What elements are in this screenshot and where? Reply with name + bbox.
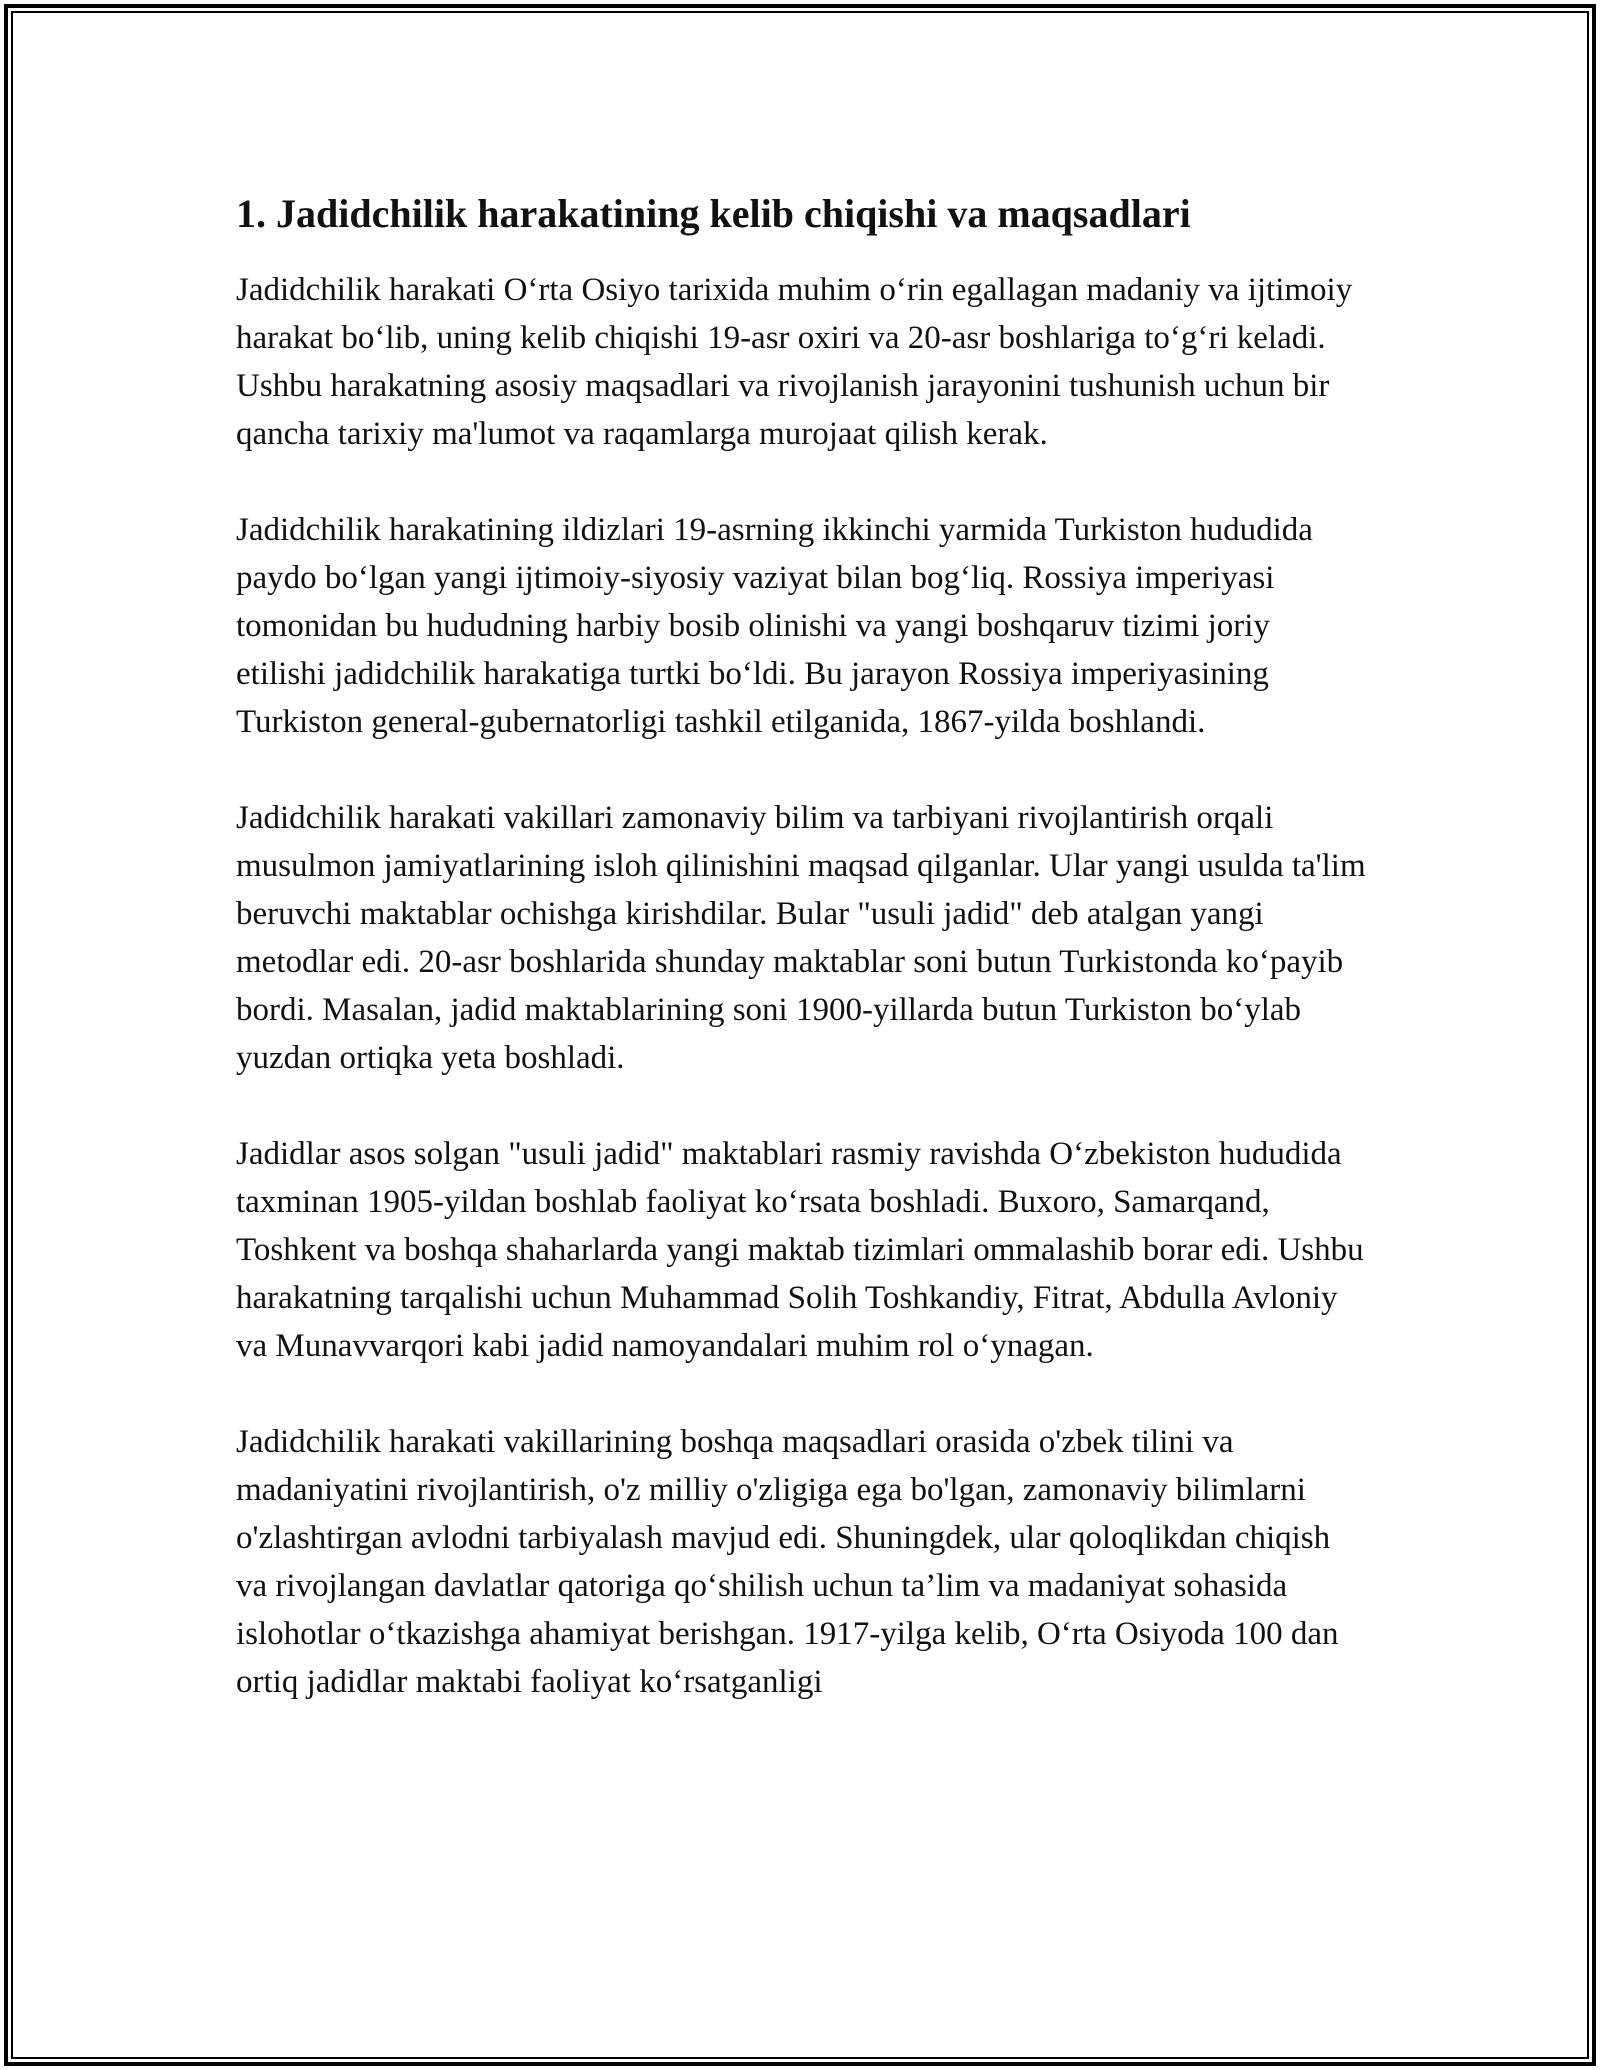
section-heading: 1. Jadidchilik harakatining kelib chiqishi va maqsadlari (236, 191, 1191, 236)
paragraph-5: Jadidchilik harakati vakillarining boshqa maqsadlari orasida o'zbek tilini va madaniyatini rivojlantirish, o'z milliy o'zligiga ega bo'lgan, zamonaviy bilimlarni o'zlashtirgan avlodni tarbiyalash mavjud edi. Shuningdek, ular qoloqlikdan chiqish va rivojlangan davlatlar qatoriga qo‘shilish uchun ta’lim va madaniyat sohasida islohotlar o‘tkazishga ahamiyat berishgan. 1917-yilga kelib, O‘rta Osiyoda 100 dan ortiq jadidlar maktabi faoliyat ko‘rsatganligi (236, 1424, 1339, 1700)
paragraph-3: Jadidchilik harakati vakillari zamonaviy bilim va tarbiyani rivojlantirish orqali musulmon jamiyatlarining isloh qilinishini maqsad qilganlar. Ular yangi usulda ta'lim beruvchi maktablar ochishga kirishdilar. Bular "usuli jadid" deb atalgan yangi metodlar edi. 20-asr boshlarida shunday maktablar soni butun Turkistonda ko‘payib bordi. Masalan, jadid maktablarining soni 1900-yillarda butun Turkiston bo‘ylab yuzdan ortiqka yeta boshladi. (236, 800, 1366, 1076)
document-body (236, 186, 1366, 1706)
paragraph-1: Jadidchilik harakati O‘rta Osiyo tarixida muhim o‘rin egallagan madaniy va ijtimoiy harakat bo‘lib, uning kelib chiqishi 19-asr oxiri va 20-asr boshlariga to‘g‘ri keladi. Ushbu harakatning asosiy maqsadlari va rivojlanish jarayonini tushunish uchun bir qancha tarixiy ma'lumot va raqamlarga murojaat qilish kerak. (236, 272, 1353, 452)
paragraph-2: Jadidchilik harakatining ildizlari 19-asrning ikkinchi yarmida Turkiston hududida paydo bo‘lgan yangi ijtimoiy-siyosiy vaziyat bilan bog‘liq. Rossiya imperiyasi tomonidan bu hududning harbiy bosib olinishi va yangi boshqaruv tizimi joriy etilishi jadidchilik harakatiga turtki bo‘ldi. Bu jarayon Rossiya imperiyasining Turkiston general-gubernatorligi tashkil etilganida, 1867-yilda boshlandi. (236, 512, 1313, 740)
paragraph-4: Jadidlar asos solgan "usuli jadid" maktablari rasmiy ravishda O‘zbekiston hududida taxminan 1905-yildan boshlab faoliyat ko‘rsata boshladi. Buxoro, Samarqand, Toshkent va boshqa shaharlarda yangi maktab tizimlari ommalashib borar edi. Ushbu harakatning tarqalishi uchun Muhammad Solih Toshkandiy, Fitrat, Abdulla Avloniy va Munavvarqori kabi jadid namoyandalari muhim rol o‘ynagan. (236, 1136, 1364, 1364)
